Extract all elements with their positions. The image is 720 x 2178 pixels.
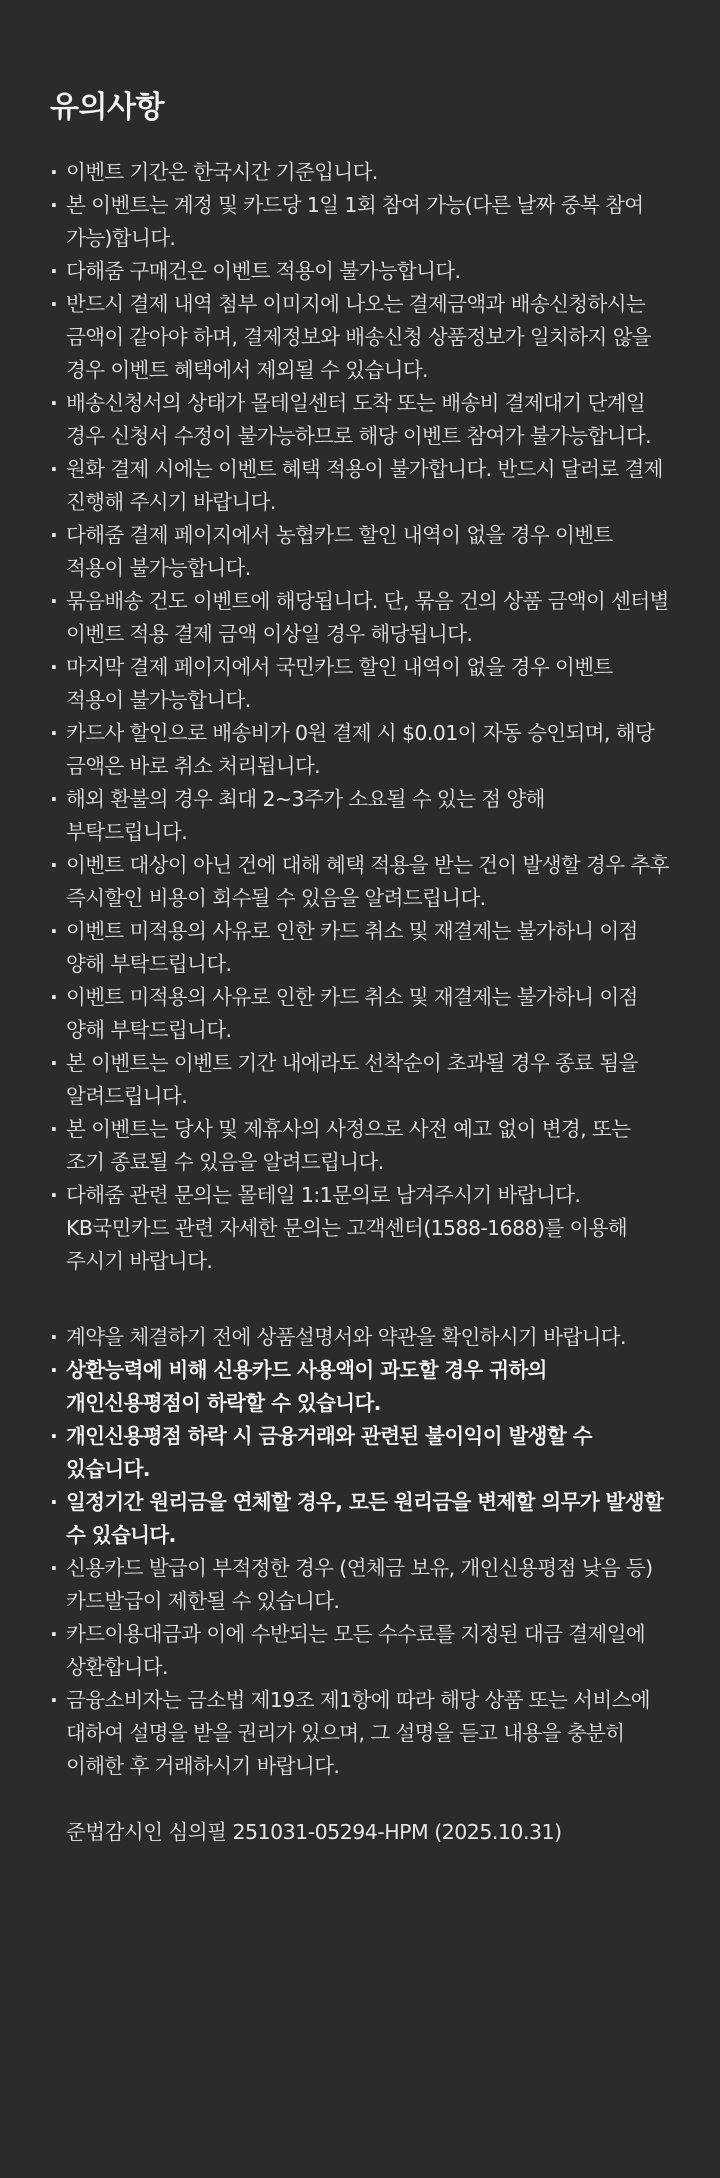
list-item: · 이벤트 대상이 아닌 건에 대해 혜택 적용을 받는 건이 발생할 경우 추후 즉시할인 비용이 회수될 수 있음을 알려드립니다. (50, 849, 670, 915)
legal-notes-list (50, 1321, 670, 1783)
list-item: · 신용카드 발급이 부적정한 경우 (연체금 보유, 개인신용평점 낮음 등) 카드발급이 제한될 수 있습니다. (50, 1552, 670, 1618)
list-item: · 다해줌 관련 문의는 몰테일 1:1문의로 남겨주시기 바랍니다. (50, 1179, 670, 1212)
list-item-warning: · 일정기간 원리금을 연체할 경우, 모든 원리금을 변제할 의무가 발생할 수 있습니다. (50, 1486, 670, 1552)
list-item: · 이벤트 미적용의 사유로 인한 카드 취소 및 재결제는 불가하니 이점 양해 부탁드립니다. (50, 915, 670, 981)
notice-title: 유의사항 (50, 90, 164, 125)
list-item: · 원화 결제 시에는 이벤트 혜택 적용이 불가합니다. 반드시 달러로 결제 진행해 주시기 바랍니다. (50, 453, 670, 519)
section-spacer (50, 1278, 670, 1321)
list-item: · 금융소비자는 금소법 제19조 제1항에 따라 해당 상품 또는 서비스에 대하여 설명을 받을 권리가 있으며, 그 설명을 듣고 내용을 충분히 이해한 후 거래하시기 바랍니다. (50, 1684, 670, 1783)
list-item: · 이벤트 미적용의 사유로 인한 카드 취소 및 재결제는 불가하니 이점 양해 부탁드립니다. (50, 981, 670, 1047)
list-item: · 이벤트 기간은 한국시간 기준입니다. (50, 156, 670, 189)
list-item: · 본 이벤트는 계정 및 카드당 1일 1회 참여 가능(다른 날짜 중복 참여 가능)합니다. (50, 189, 670, 255)
event-notes-list (50, 156, 670, 1278)
list-item: · 다해줌 결제 페이지에서 농협카드 할인 내역이 없을 경우 이벤트 적용이 불가능합니다. (50, 519, 670, 585)
list-item-warning: · 개인신용평점 하락 시 금융거래와 관련된 불이익이 발생할 수 있습니다. (50, 1420, 670, 1486)
list-item: · 묶음배송 건도 이벤트에 해당됩니다. 단, 묶음 건의 상품 금액이 센터별 이벤트 적용 결제 금액 이상일 경우 해당됩니다. (50, 585, 670, 651)
list-item: · 본 이벤트는 당사 및 제휴사의 사정으로 사전 예고 없이 변경, 또는 조기 종료될 수 있음을 알려드립니다. (50, 1113, 670, 1179)
compliance-approval-text: 준법감시인 심의필 251031-05294-HPM (2025.10.31) (66, 1820, 562, 1844)
list-item: · 카드사 할인으로 배송비가 0원 결제 시 $0.01이 자동 승인되며, 해당 금액은 바로 취소 처리됩니다. (50, 717, 670, 783)
list-item-warning: · 상환능력에 비해 신용카드 사용액이 과도할 경우 귀하의 개인신용평점이 하락할 수 있습니다. (50, 1354, 670, 1420)
list-item: · 카드이용대금과 이에 수반되는 모든 수수료를 지정된 대금 결제일에 상환합니다. (50, 1618, 670, 1684)
list-item: · 계약을 체결하기 전에 상품설명서와 약관을 확인하시기 바랍니다. (50, 1321, 670, 1354)
list-item-sub: KB국민카드 관련 자세한 문의는 고객센터(1588-1688)를 이용해 주시기 바랍니다. (66, 1216, 628, 1273)
list-item: · 반드시 결제 내역 첨부 이미지에 나오는 결제금액과 배송신청하시는 금액이 같아야 하며, 결제정보와 배송신청 상품정보가 일치하지 않을 경우 이벤트 혜택에서 제외될 수 있습니다. (50, 288, 670, 387)
list-item: · 다해줌 구매건은 이벤트 적용이 불가능합니다. (50, 255, 670, 288)
list-item: · 해외 환불의 경우 최대 2~3주가 소요될 수 있는 점 양해 부탁드립니다. (50, 783, 670, 849)
list-item: · 배송신청서의 상태가 몰테일센터 도착 또는 배송비 결제대기 단계일 경우 신청서 수정이 불가능하므로 해당 이벤트 참여가 불가능합니다. (50, 387, 670, 453)
list-item: · 마지막 결제 페이지에서 국민카드 할인 내역이 없을 경우 이벤트 적용이 불가능합니다. (50, 651, 670, 717)
list-item: · 본 이벤트는 이벤트 기간 내에라도 선착순이 초과될 경우 종료 됨을 알려드립니다. (50, 1047, 670, 1113)
